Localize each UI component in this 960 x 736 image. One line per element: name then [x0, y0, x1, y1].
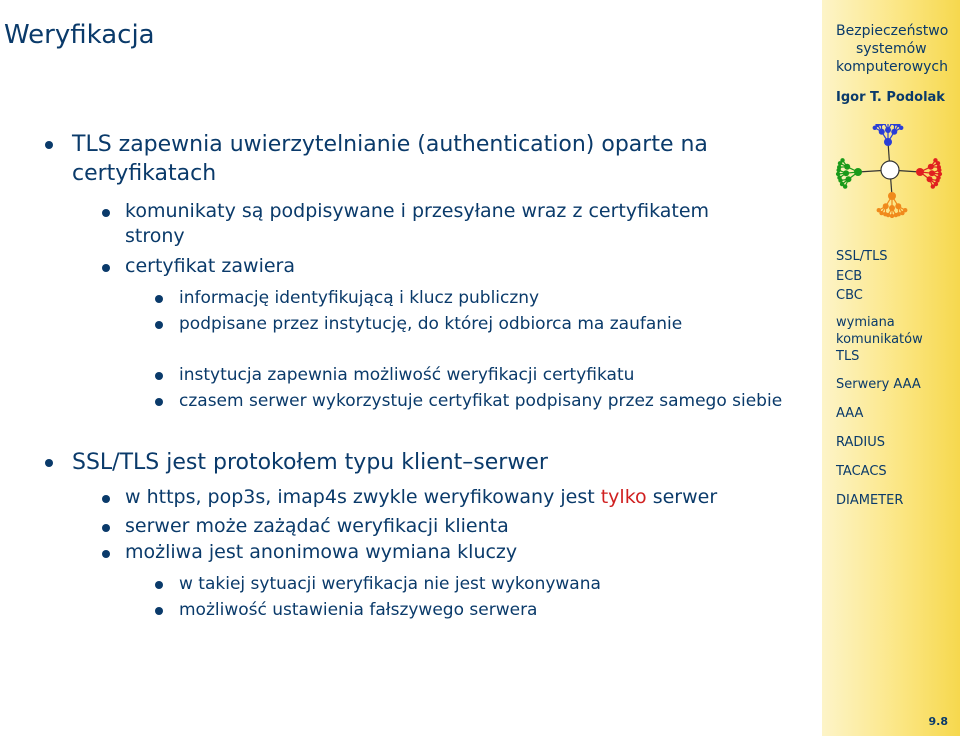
list-item-text: serwer może zażądać weryfikacji klienta [125, 515, 509, 537]
list-item [179, 573, 799, 596]
bullet-icon [45, 459, 53, 467]
list-item-text: instytucja zapewnia możliwość weryfikacji certyfikatu [179, 365, 635, 385]
emphasis-text: tylko [600, 486, 647, 508]
course-title [836, 22, 948, 76]
sidebar-item-radius[interactable]: RADIUS [836, 435, 886, 450]
list-item [179, 390, 794, 413]
sidebar-item-diameter[interactable]: DIAMETER [836, 493, 904, 508]
list-item-text: w https, pop3s, imap4s zwykle weryfikowany jest [125, 486, 601, 508]
list-item [125, 254, 765, 279]
page-number: 9.8 [928, 715, 948, 728]
bullet-icon [102, 209, 110, 217]
sidebar-item-serwery-aaa[interactable]: Serwery AAA [836, 377, 921, 392]
sidebar-item-tacacs[interactable]: TACACS [836, 464, 887, 479]
sidebar-item-ssl-tls[interactable]: SSL/TLS [836, 249, 888, 264]
list-item-text: certyfikat zawiera [125, 255, 295, 277]
course-title-line: komputerowych [836, 59, 948, 75]
author-name: Igor T. Podolak [836, 90, 945, 105]
bullet-icon [155, 295, 163, 303]
bullet-icon [102, 264, 110, 272]
list-item-text: możliwość ustawienia fałszywego serwera [179, 600, 538, 620]
bullet-icon [155, 607, 163, 615]
list-item [72, 448, 772, 477]
list-item [72, 130, 772, 188]
sidebar-item-ecb[interactable]: ECB [836, 269, 863, 284]
logo-icon [828, 124, 952, 218]
sidebar-item-wymiana[interactable] [836, 314, 923, 365]
list-item-text: podpisane przez instytucję, do której odbiorca ma zaufanie [179, 314, 683, 334]
bullet-icon [155, 321, 163, 329]
bullet-icon [45, 141, 53, 149]
list-item [179, 313, 799, 336]
list-item-text: TLS zapewnia uwierzytelnianie (authentication) oparte na certyfikatach [72, 132, 708, 186]
bullet-icon [102, 524, 110, 532]
list-item-text: komunikaty są podpisywane i przesyłane wraz z certyfikatem strony [125, 200, 710, 247]
sidebar-item-aaa[interactable]: AAA [836, 406, 864, 421]
bullet-icon [102, 550, 110, 558]
list-item-text: serwer [646, 486, 718, 508]
bullet-icon [155, 372, 163, 380]
slide-title: Weryfikacja [4, 20, 155, 50]
bullet-icon [155, 398, 163, 406]
list-item-text: możliwa jest anonimowa wymiana kluczy [125, 541, 518, 563]
course-title-line: Bezpieczeństwo [836, 23, 949, 39]
sidebar-item-label: TLS [836, 349, 860, 364]
sidebar-item-cbc[interactable]: CBC [836, 288, 863, 303]
bullet-icon [155, 581, 163, 589]
sidebar [822, 0, 960, 736]
list-item-text: informację identyfikującą i klucz publiczny [179, 288, 540, 308]
list-item [125, 199, 765, 249]
list-item [125, 514, 805, 539]
list-item [179, 287, 799, 310]
list-item-text: czasem serwer wykorzystuje certyfikat podpisany przez samego siebie [179, 391, 783, 411]
sidebar-item-label: komunikatów [836, 332, 923, 347]
sidebar-item-label: wymiana [836, 315, 895, 330]
bullet-icon [102, 495, 110, 503]
list-item-text: w takiej sytuacji weryfikacja nie jest wykonywana [179, 574, 601, 594]
list-item [125, 540, 805, 565]
list-item [179, 364, 799, 387]
list-item-text: SSL/TLS jest protokołem typu klient–serwer [72, 450, 548, 475]
list-item [179, 599, 799, 622]
list-item [125, 485, 805, 510]
course-title-line: systemów [856, 41, 927, 57]
